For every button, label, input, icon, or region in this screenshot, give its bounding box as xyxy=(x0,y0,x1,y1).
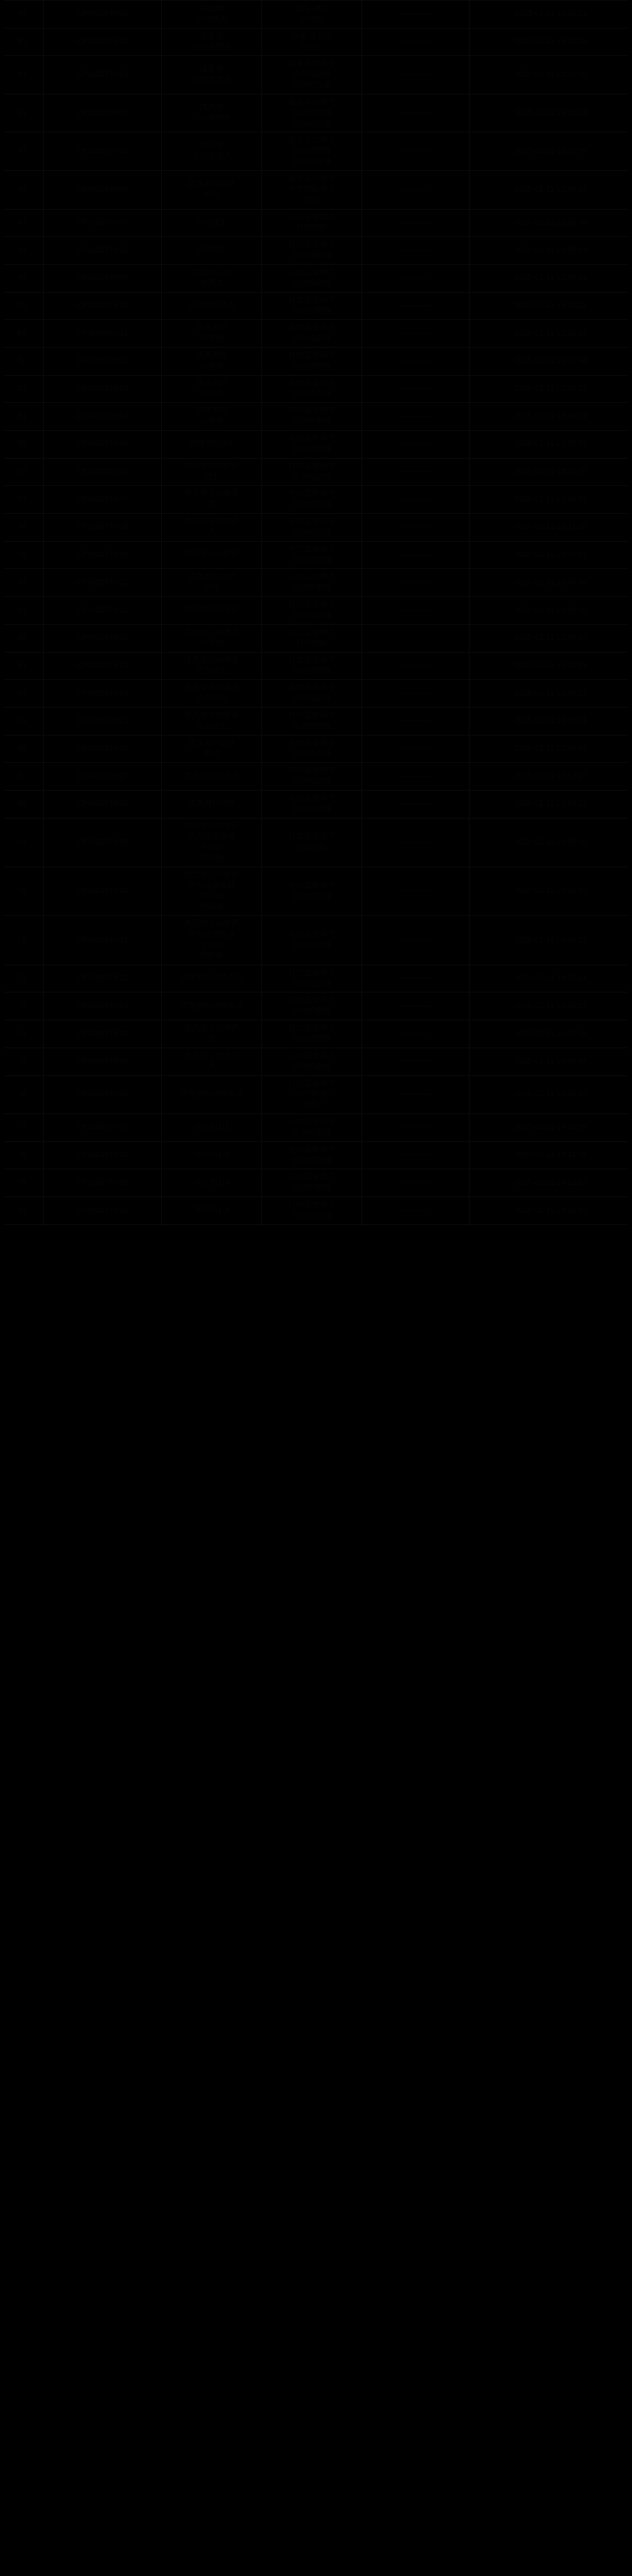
row-name: 清洗剂自动喷洒 式自动温度调 节自动 控制器 xyxy=(162,916,262,965)
row-date: 2025-01-11 13:24:05 xyxy=(470,132,632,171)
row-spec: 自动温度调节 自动控制 xyxy=(262,818,362,867)
row-name: 清洗剂自动喷洒 式 xyxy=(162,514,262,542)
row-index: 68 xyxy=(1,790,44,818)
row-spec: 温度-控制器 自动化 xyxy=(262,28,362,56)
row-name: 清洗剂1 xyxy=(162,209,262,237)
row-spec: 自动温度调节 自动控制器 xyxy=(262,597,362,625)
row-name: 清洗剂1-1 xyxy=(162,1114,262,1142)
row-date: 2025-01-11 13:45:06 xyxy=(470,597,632,625)
table-row xyxy=(1,1197,632,1225)
row-date: 2025-01-11 13:36:03 xyxy=(470,403,632,431)
row-date: 2025-01-11 13:25:18 xyxy=(470,170,632,209)
row-spec: 自动温度调节 自动控制器 xyxy=(262,1114,362,1142)
row-spec: 自动温度调节 自动控制器 xyxy=(262,867,362,916)
row-index: 76 xyxy=(1,1075,44,1114)
row-name: 清洗剂 自动喷洒 xyxy=(162,1,262,29)
table-row xyxy=(1,56,632,94)
row-code: CPJ0820TH23 xyxy=(44,652,162,680)
row-index: 79 xyxy=(1,1169,44,1197)
row-spec: 自动温度调节 自动控制器 xyxy=(262,1141,362,1169)
row-separator: ———— xyxy=(362,237,470,265)
table-row xyxy=(1,1169,632,1197)
data-table-container xyxy=(0,0,632,1225)
row-name: 清洗剂自动喷洒 式1 xyxy=(162,458,262,486)
row-name: 清洗剂自动 喷洒式 xyxy=(162,264,262,292)
row-separator: ———— xyxy=(362,56,470,94)
row-date: 2025-01-11 14:11:36 xyxy=(470,1141,632,1169)
table-row xyxy=(1,624,632,652)
row-code: CPJ0820TH04 xyxy=(44,94,162,132)
row-index: 70 xyxy=(1,867,44,916)
table-row xyxy=(1,458,632,486)
row-date: 2025-01-11 14:13:12 xyxy=(470,1169,632,1197)
row-date: 2025-01-11 13:28:14 xyxy=(470,237,632,265)
row-index: 74 xyxy=(1,1020,44,1048)
row-code: CPJ0820TH27 xyxy=(44,763,162,791)
row-name: 清洗剂自动喷洒 xyxy=(162,597,262,625)
row-name: 清洗剂自 动喷洒 xyxy=(162,347,262,375)
table-row xyxy=(1,514,632,542)
row-spec: 自动温度调节 自动控制器 xyxy=(262,375,362,403)
row-separator: ———— xyxy=(362,403,470,431)
row-code: CPJ0820TH16 xyxy=(44,458,162,486)
row-code: CPJ0820TH39 xyxy=(44,1169,162,1197)
row-code: CPJ0820TH09 xyxy=(44,264,162,292)
row-date: 2025-01-11 13:48:01 xyxy=(470,652,632,680)
row-index: 73 xyxy=(1,992,44,1020)
row-date: 2025-01-11 13:46:44 xyxy=(470,624,632,652)
row-spec: 自动温度调节 自动控制器 xyxy=(262,569,362,597)
row-name: 清洗剂1-2 xyxy=(162,1141,262,1169)
row-date: 2025-01-11 13:42:17 xyxy=(470,541,632,569)
table-row xyxy=(1,1048,632,1075)
row-index: 54 xyxy=(1,403,44,431)
row-index: 49 xyxy=(1,264,44,292)
data-table xyxy=(0,0,632,1225)
row-code: CPJ0820TH19 xyxy=(44,541,162,569)
row-name: 清洗剂自 动喷洒 xyxy=(162,320,262,348)
row-name: 清洗剂自动喷洒 xyxy=(162,763,262,791)
row-separator: ———— xyxy=(362,264,470,292)
row-separator: ———— xyxy=(362,1169,470,1197)
table-row xyxy=(1,818,632,867)
row-code: CPJ0820TH36 xyxy=(44,1075,162,1114)
row-name: 清洗剂自动喷 xyxy=(162,790,262,818)
row-code: CPJ0820TH05 xyxy=(44,132,162,171)
table-row xyxy=(1,867,632,916)
table-row xyxy=(1,916,632,965)
row-index: 71 xyxy=(1,916,44,965)
row-separator: ———— xyxy=(362,431,470,459)
row-code: CPJ0820TH38 xyxy=(44,1141,162,1169)
row-name: 清洗剂自动喷洒式 xyxy=(162,1075,262,1114)
row-name: 清洗剂自动喷洒 式 xyxy=(162,486,262,514)
row-separator: ———— xyxy=(362,818,470,867)
row-index: 44 xyxy=(1,94,44,132)
row-date: 2025-01-11 13:50:31 xyxy=(470,707,632,735)
table-row xyxy=(1,347,632,375)
row-name: 清洗剂自动喷洒 式自动化 xyxy=(162,680,262,708)
row-spec: 自动温度调节 自动控制器 xyxy=(262,458,362,486)
left-margin xyxy=(0,0,4,2576)
row-separator: ———— xyxy=(362,541,470,569)
row-name: 清洗剂自动喷洒 式自动化 xyxy=(162,707,262,735)
row-separator: ———— xyxy=(362,1048,470,1075)
row-date: 2025-01-11 14:14:50 xyxy=(470,1197,632,1225)
row-date: 2025-01-11 13:43:58 xyxy=(470,569,632,597)
table-row xyxy=(1,170,632,209)
row-separator: ———— xyxy=(362,1114,470,1142)
row-name: 清洗剂 自动喷洒式 xyxy=(162,94,262,132)
row-spec: 自动温度调节 自动控制器 xyxy=(262,431,362,459)
row-index: 46 xyxy=(1,170,44,209)
table-row xyxy=(1,541,632,569)
row-date: 2025-01-11 13:56:02 xyxy=(470,818,632,867)
row-separator: ———— xyxy=(362,1141,470,1169)
row-name: 自动喷洒清洗 xyxy=(162,292,262,320)
row-date: 2025-01-11 13:35:12 xyxy=(470,375,632,403)
row-code: CPJ0820TH34 xyxy=(44,1020,162,1048)
row-separator: ———— xyxy=(362,680,470,708)
row-code: CPJ0820TH03 xyxy=(44,56,162,94)
row-code: CPJ0820TH08 xyxy=(44,237,162,265)
row-date: 2025-01-11 14:03:27 xyxy=(470,992,632,1020)
row-name: 清洗剂自动喷洒 xyxy=(162,541,262,569)
row-separator: ———— xyxy=(362,28,470,56)
row-spec: 温度自动调节 自动控制器 自动化设备 xyxy=(262,94,362,132)
row-separator: ———— xyxy=(362,916,470,965)
row-name: 清洗剂自动喷洒 式自动 xyxy=(162,624,262,652)
row-code: CPJ0820TH37 xyxy=(44,1114,162,1142)
table-row xyxy=(1,486,632,514)
table-row xyxy=(1,94,632,132)
row-spec: 自动温度调节 自动控制器 xyxy=(262,965,362,992)
row-date: 2025-01-11 13:58:15 xyxy=(470,867,632,916)
row-spec: 自动温度调节 自动控制器 xyxy=(262,292,362,320)
row-spec: 自动温度调节 自动控制器 xyxy=(262,264,362,292)
row-spec: 自动温度调节 自动控制器 xyxy=(262,486,362,514)
row-date: 2025-01-11 14:10:05 xyxy=(470,1114,632,1142)
row-index: 43 xyxy=(1,56,44,94)
row-code: CPJ0820TH30 xyxy=(44,867,162,916)
row-date: 2025-01-11 13:22:24 xyxy=(470,94,632,132)
row-spec: 自动温度调节 自动控制器 xyxy=(262,1169,362,1197)
row-index: 57 xyxy=(1,486,44,514)
row-spec: 自动温度调节 自动控制器 xyxy=(262,707,362,735)
row-date: 2025-01-11 13:32:15 xyxy=(470,320,632,348)
row-spec: 自动温度调节 自动控制器 xyxy=(262,735,362,763)
row-name: 清洗剂自动1 xyxy=(162,431,262,459)
row-separator: ———— xyxy=(362,965,470,992)
row-spec: 自动温度调节 自动控制器 xyxy=(262,403,362,431)
row-separator: ———— xyxy=(362,514,470,542)
row-separator: ———— xyxy=(362,992,470,1020)
table-row xyxy=(1,992,632,1020)
row-spec: 自动温度调节 自动控制器 xyxy=(262,1197,362,1225)
table-row xyxy=(1,403,632,431)
row-date: 2025-01-11 13:49:23 xyxy=(470,680,632,708)
row-code: CPJ0820TH35 xyxy=(44,1048,162,1075)
row-code: CPJ0820TH06 xyxy=(44,170,162,209)
row-name: 清洗剂自动喷洒 式自动化 xyxy=(162,652,262,680)
row-spec: 自动温度调节 自动控制器 xyxy=(262,320,362,348)
row-separator xyxy=(362,624,470,652)
row-index: 63 xyxy=(1,652,44,680)
row-separator: ———— xyxy=(362,292,470,320)
row-index: 51 xyxy=(1,320,44,348)
row-date: 2025-01-11 13:20:18 xyxy=(470,28,632,56)
row-code: CPJ0820TH22 xyxy=(44,624,162,652)
row-code: CPJ0820TH29 xyxy=(44,818,162,867)
row-spec: 自动温度调节 自动控制器 xyxy=(262,514,362,542)
row-code: CPJ0820TH10 xyxy=(44,292,162,320)
row-date: 2025-01-11 14:08:20 xyxy=(470,1075,632,1114)
table-row xyxy=(1,1141,632,1169)
row-date: 2025-01-11 13:19:11 xyxy=(470,1,632,29)
row-separator: ———— xyxy=(362,1020,470,1048)
row-index: 69 xyxy=(1,818,44,867)
row-separator: ———— xyxy=(362,1,470,29)
row-code: CPJ0820TH21 xyxy=(44,597,162,625)
row-code: CPJ0820TH13 xyxy=(44,375,162,403)
row-code: CPJ0820TH40 xyxy=(44,1197,162,1225)
row-name: 清洗剂自动喷洒式 xyxy=(162,965,262,992)
row-index: 58 xyxy=(1,514,44,542)
row-index: 41 xyxy=(1,1,44,29)
row-spec: 自动温度调节 自动控制器自 动化 xyxy=(262,1075,362,1114)
table-row xyxy=(1,320,632,348)
row-date: 2025-01-11 14:02:11 xyxy=(470,965,632,992)
row-date: 2025-01-11 13:40:32 xyxy=(470,486,632,514)
row-code: CPJ0820TH28 xyxy=(44,790,162,818)
row-separator: ———— xyxy=(362,1075,470,1114)
row-index: 78 xyxy=(1,1141,44,1169)
row-separator: ———— xyxy=(362,1197,470,1225)
table-row xyxy=(1,375,632,403)
row-index: 61 xyxy=(1,597,44,625)
row-index: 53 xyxy=(1,375,44,403)
row-spec: 自动温度调节 自动控制器 xyxy=(262,916,362,965)
table-row xyxy=(1,1114,632,1142)
table-body xyxy=(1,1,632,1225)
table-row xyxy=(1,965,632,992)
row-date: 2025-01-11 14:00:33 xyxy=(470,916,632,965)
row-separator: ———— xyxy=(362,209,470,237)
row-separator: ———— xyxy=(362,132,470,171)
row-spec: 自动温度调节 自动控制器 xyxy=(262,652,362,680)
row-code: CPJ0820TH01 xyxy=(44,1,162,29)
row-index: 72 xyxy=(1,965,44,992)
table-row xyxy=(1,790,632,818)
row-index: 80 xyxy=(1,1197,44,1225)
table-row xyxy=(1,132,632,171)
row-index: 52 xyxy=(1,347,44,375)
row-date: 2025-01-11 13:53:07 xyxy=(470,763,632,791)
row-spec: 自动温度调节 自动控制器 xyxy=(262,1020,362,1048)
row-index: 64 xyxy=(1,680,44,708)
row-spec: 自动温度调节 自动控制器 xyxy=(262,237,362,265)
table-row xyxy=(1,569,632,597)
table-row xyxy=(1,237,632,265)
row-code: CPJ0820TH33 xyxy=(44,992,162,1020)
row-separator: ———— xyxy=(362,375,470,403)
row-separator: ———— xyxy=(362,707,470,735)
row-code: CPJ0820TH15 xyxy=(44,431,162,459)
row-index: 66 xyxy=(1,735,44,763)
row-name: 清洗剂自动喷 洒式 xyxy=(162,170,262,209)
row-code: CPJ0820TH26 xyxy=(44,735,162,763)
row-date: 2025-01-11 14:06:44 xyxy=(470,1048,632,1075)
row-name: 清洗剂自动喷洒式 xyxy=(162,992,262,1020)
row-code: CPJ0820TH20 xyxy=(44,569,162,597)
table-row xyxy=(1,431,632,459)
row-separator: ———— xyxy=(362,170,470,209)
row-code: CPJ0820TH14 xyxy=(44,403,162,431)
row-spec: 温度自动调节 自动控制器 自动化设备 xyxy=(262,132,362,171)
row-code: CPJ0820TH07 xyxy=(44,209,162,237)
table-row xyxy=(1,597,632,625)
row-spec: 自动温度调节 自动控制器 xyxy=(262,992,362,1020)
row-spec: 自动温度调节 自动控制器 xyxy=(262,763,362,791)
row-code: CPJ0820TH18 xyxy=(44,514,162,542)
table-row xyxy=(1,735,632,763)
row-index: 42 xyxy=(1,28,44,56)
row-index: 56 xyxy=(1,458,44,486)
row-separator: ———— xyxy=(362,735,470,763)
table-row xyxy=(1,1,632,29)
row-name: 清洗剂 自动喷洒式 xyxy=(162,28,262,56)
table-row xyxy=(1,1075,632,1114)
row-separator: ———— xyxy=(362,597,470,625)
row-name: 清洗剂1-3 xyxy=(162,1169,262,1197)
row-code: CPJ0820TH17 xyxy=(44,486,162,514)
row-separator: ———— xyxy=(362,458,470,486)
row-code: CPJ0820TH12 xyxy=(44,347,162,375)
row-code: CPJ0820TH02 xyxy=(44,28,162,56)
row-separator: ———— xyxy=(362,320,470,348)
row-code: CPJ0820TH24 xyxy=(44,680,162,708)
row-date: 2025-01-11 13:26:34 xyxy=(470,209,632,237)
row-separator: ———— xyxy=(362,486,470,514)
row-date: 2025-01-11 13:30:41 xyxy=(470,264,632,292)
row-code: CPJ0820TH32 xyxy=(44,965,162,992)
row-index: 60 xyxy=(1,569,44,597)
row-name: 清洗剂自 动喷洒 xyxy=(162,375,262,403)
row-name: 清洗剂 自动喷洒式 xyxy=(162,132,262,171)
row-separator: ———— xyxy=(362,763,470,791)
row-spec: 温度-调节 自动化 xyxy=(262,1,362,29)
row-name: 清洗剂自 动喷洒 xyxy=(162,403,262,431)
row-date: 2025-01-11 13:41:20 xyxy=(470,514,632,542)
row-date: 2025-01-11 13:51:49 xyxy=(470,735,632,763)
table-row xyxy=(1,28,632,56)
row-date: 2025-01-11 14:05:09 xyxy=(470,1020,632,1048)
row-date: 2025-01-11 13:54:28 xyxy=(470,790,632,818)
table-row xyxy=(1,680,632,708)
row-name: 清洗剂自动喷洒 式 xyxy=(162,1048,262,1075)
row-index: 50 xyxy=(1,292,44,320)
row-name: 清洗剂自动喷洒 式自动温度调 节自动 控制器 xyxy=(162,867,262,916)
row-separator: ———— xyxy=(362,652,470,680)
row-spec: 自动温度调节 自动控制器 xyxy=(262,347,362,375)
row-code: CPJ0820TH11 xyxy=(44,320,162,348)
row-date: 2025-01-11 13:39:10 xyxy=(470,458,632,486)
row-spec: 自动温度调节 自动控制器 xyxy=(262,680,362,708)
row-code: CPJ0820TH31 xyxy=(44,916,162,965)
row-separator: ———— xyxy=(362,867,470,916)
row-name: 清洗剂1-4 xyxy=(162,1197,262,1225)
table-row xyxy=(1,763,632,791)
row-index: 67 xyxy=(1,763,44,791)
table-row xyxy=(1,707,632,735)
row-index: 55 xyxy=(1,431,44,459)
row-spec: 自动温度调节 自动控制 xyxy=(262,209,362,237)
row-name: 清洗剂自动喷 洒式 xyxy=(162,735,262,763)
row-name: 清洗剂2 xyxy=(162,237,262,265)
row-spec: 自动温度调节 自动控制器 xyxy=(262,1048,362,1075)
table-row xyxy=(1,292,632,320)
row-code: CPJ0820TH25 xyxy=(44,707,162,735)
row-index: 65 xyxy=(1,707,44,735)
row-date: 2025-01-11 13:21:06 xyxy=(470,56,632,94)
row-index: 47 xyxy=(1,209,44,237)
row-date: 2025-01-11 13:31:22 xyxy=(470,292,632,320)
row-date: 2025-01-11 13:37:55 xyxy=(470,431,632,459)
row-spec: 温度自动调节 自动控制器自 动化 xyxy=(262,170,362,209)
table-row xyxy=(1,652,632,680)
row-name: 清洗剂自动喷洒 式自动温度调 节自动 控制器 xyxy=(162,818,262,867)
row-index: 77 xyxy=(1,1114,44,1142)
row-spec: 自动温度调节 自动控制 xyxy=(262,624,362,652)
row-index: 45 xyxy=(1,132,44,171)
row-spec: 自动温度调节 自动控制器 xyxy=(262,790,362,818)
table-row xyxy=(1,1020,632,1048)
row-separator: ———— xyxy=(362,347,470,375)
table-row xyxy=(1,209,632,237)
row-index: 59 xyxy=(1,541,44,569)
row-index: 48 xyxy=(1,237,44,265)
row-index: 75 xyxy=(1,1048,44,1075)
row-date: 2025-01-11 13:33:48 xyxy=(470,347,632,375)
row-name: 清洗剂自动喷洒 式 xyxy=(162,1020,262,1048)
row-separator: ———— xyxy=(362,94,470,132)
row-name: 清洗剂 自动喷洒式 xyxy=(162,56,262,94)
row-separator: ———— xyxy=(362,569,470,597)
row-name: 清洗剂自动喷 洒式 xyxy=(162,569,262,597)
row-index: 62 xyxy=(1,624,44,652)
row-separator: ———— xyxy=(362,790,470,818)
row-spec: 自动温度调节 自动控制器 xyxy=(262,541,362,569)
row-spec: 温度自动调节 自动控制器 自动化设备 xyxy=(262,56,362,94)
right-margin xyxy=(628,0,632,2576)
table-row xyxy=(1,264,632,292)
